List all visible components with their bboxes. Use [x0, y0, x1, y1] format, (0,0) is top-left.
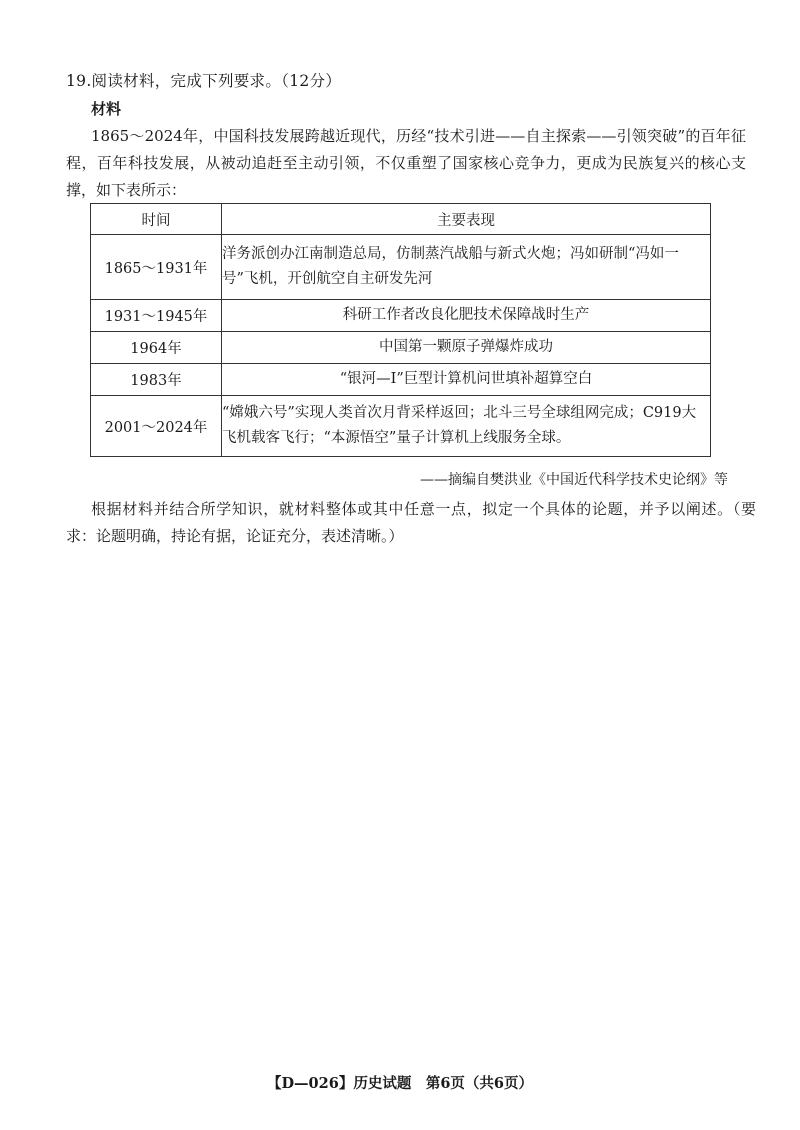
row-desc: “银河—I”巨型计算机问世填补超算空白 — [222, 364, 711, 396]
row-desc: 中国第一颗原子弹爆炸成功 — [222, 332, 711, 364]
row-time: 1931～1945年 — [91, 300, 222, 332]
row-time: 1865～1931年 — [91, 235, 222, 300]
question-title: 19.阅读材料，完成下列要求。（12分） — [66, 72, 342, 90]
row-time: 1964年 — [91, 332, 222, 364]
table-row — [91, 332, 711, 364]
page-footer: 【D—026】历史试题 第6页（共6页） — [266, 1075, 534, 1092]
material-intro: 1865～2024年，中国科技发展跨越近现代，历经“技术引进——自主探索——引领突破”的百年征程，百年科技发展，从被动追赶至主动引领，不仅重塑了国家核心竞争力，更成为民族复兴的核心支撑，如下表所示： — [66, 127, 746, 199]
source-citation: ——摘编自樊洪业《中国近代科学技术史论纲》等 — [420, 472, 728, 488]
material-table — [90, 203, 711, 457]
row-time: 2001～2024年 — [91, 396, 222, 457]
table-row — [91, 396, 711, 457]
table-row — [91, 364, 711, 396]
row-desc: “嫦娥六号”实现人类首次月背采样返回；北斗三号全球组网完成；C919大飞机载客飞行；“本源悟空”量子计算机上线服务全球。 — [222, 396, 711, 457]
table-header-row — [91, 204, 711, 235]
table-row — [91, 300, 711, 332]
row-time: 1983年 — [91, 364, 222, 396]
header-time: 时间 — [91, 204, 222, 235]
table-row — [91, 235, 711, 300]
task-instructions: 根据材料并结合所学知识，就材料整体或其中任意一点，拟定一个具体的论题，并予以阐述。（要求：论题明确，持论有据，论证充分，表述清晰。） — [66, 500, 756, 545]
row-desc: 科研工作者改良化肥技术保障战时生产 — [222, 300, 711, 332]
header-performance: 主要表现 — [222, 204, 711, 235]
row-desc: 洋务派创办江南制造总局，仿制蒸汽战船与新式火炮；冯如研制“冯如一号”飞机，开创航空自主研发先河 — [222, 235, 711, 300]
material-label: 材料 — [91, 100, 122, 118]
